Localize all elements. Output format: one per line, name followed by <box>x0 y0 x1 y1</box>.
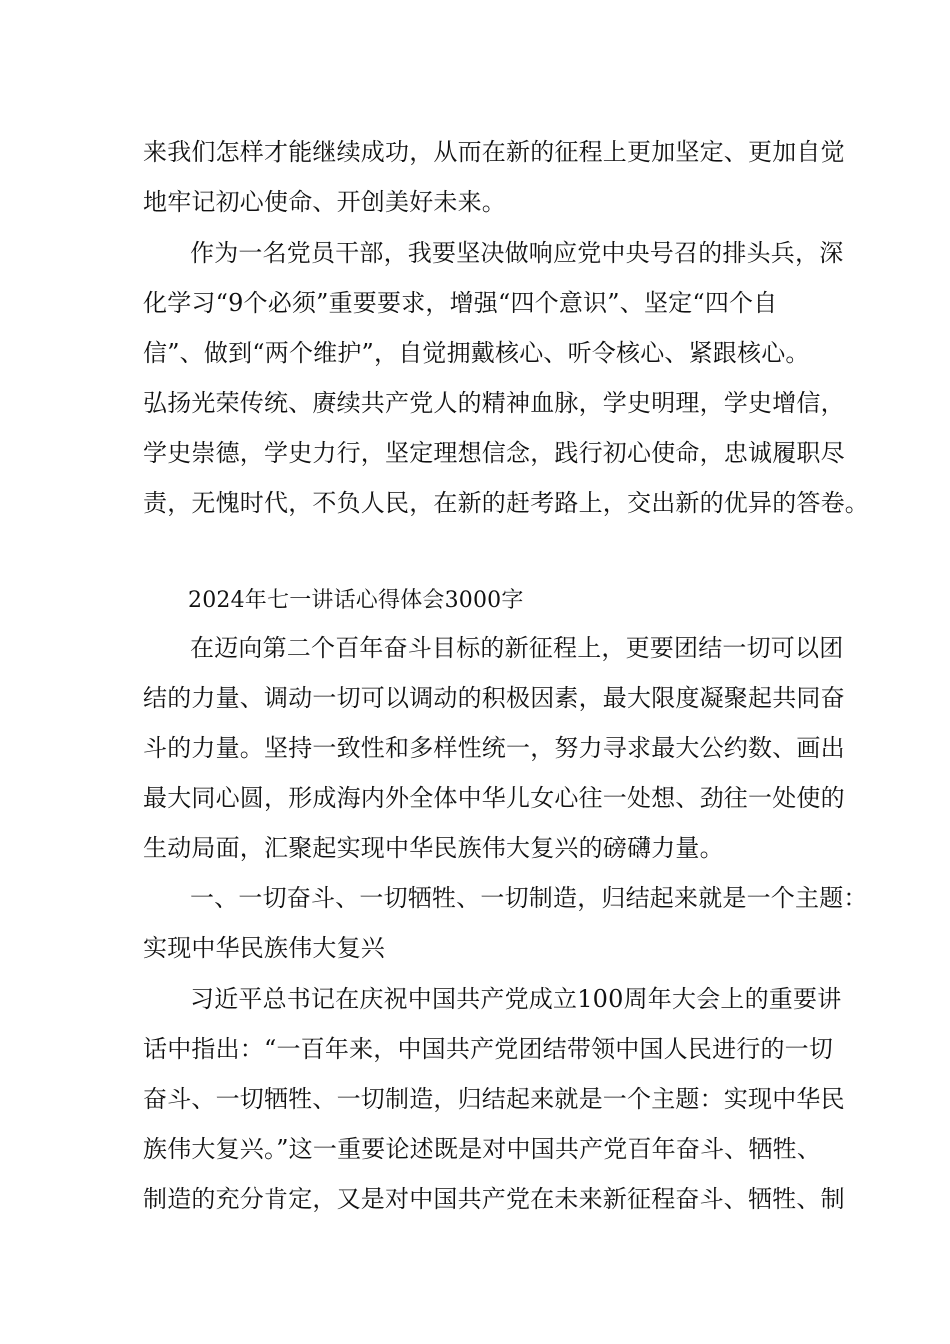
text-line: 地牢记初心使命、开创美好未来。 <box>143 188 506 216</box>
text-line: 化学习“9个必须”重要要求，增强“四个意识”、坚定“四个自 <box>143 289 778 317</box>
subheading-line: 一、一切奋斗、一切牺牲、一切制造，归结起来就是一个主题： <box>190 884 868 912</box>
text-line: 话中指出：“一百年来，中国共产党团结带领中国人民进行的一切 <box>143 1035 834 1063</box>
text-line: 族伟大复兴。”这一重要论述既是对中国共产党百年奋斗、牺牲、 <box>143 1135 822 1163</box>
subheading-line: 实现中华民族伟大复兴 <box>143 934 385 962</box>
section-title: 2024年七一讲话心得体会3000字 <box>188 588 524 613</box>
text-line: 弘扬光荣传统、赓续共产党人的精神血脉，学史明理，学史增信， <box>143 389 845 417</box>
text-line: 最大同心圆，形成海内外全体中华儿女心往一处想、劲往一处使的 <box>143 784 845 812</box>
text-line: 在迈向第二个百年奋斗目标的新征程上，更要团结一切可以团 <box>190 634 844 662</box>
text-line: 奋斗、一切牺牲、一切制造，归结起来就是一个主题：实现中华民 <box>143 1085 845 1113</box>
text-line: 斗的力量。坚持一致性和多样性统一，努力寻求最大公约数、画出 <box>143 734 845 762</box>
text-line: 责，无愧时代，不负人民，在新的赶考路上，交出新的优异的答卷。 <box>143 489 869 517</box>
text-line: 学史崇德，学史力行，坚定理想信念，践行初心使命，忠诚履职尽 <box>143 439 845 467</box>
text-line: 习近平总书记在庆祝中国共产党成立100周年大会上的重要讲 <box>190 985 842 1013</box>
text-line: 生动局面，汇聚起实现中华民族伟大复兴的磅礴力量。 <box>143 834 724 862</box>
text-line: 作为一名党员干部，我要坚决做响应党中央号召的排头兵，深 <box>190 239 844 267</box>
text-line: 来我们怎样才能继续成功，从而在新的征程上更加坚定、更加自觉 <box>143 138 845 166</box>
text-line: 信”、做到“两个维护”，自觉拥戴核心、听令核心、紧跟核心。 <box>143 339 810 367</box>
text-line: 制造的充分肯定，又是对中国共产党在未来新征程奋斗、牺牲、制 <box>143 1185 845 1213</box>
text-line: 结的力量、调动一切可以调动的积极因素，最大限度凝聚起共同奋 <box>143 684 845 712</box>
